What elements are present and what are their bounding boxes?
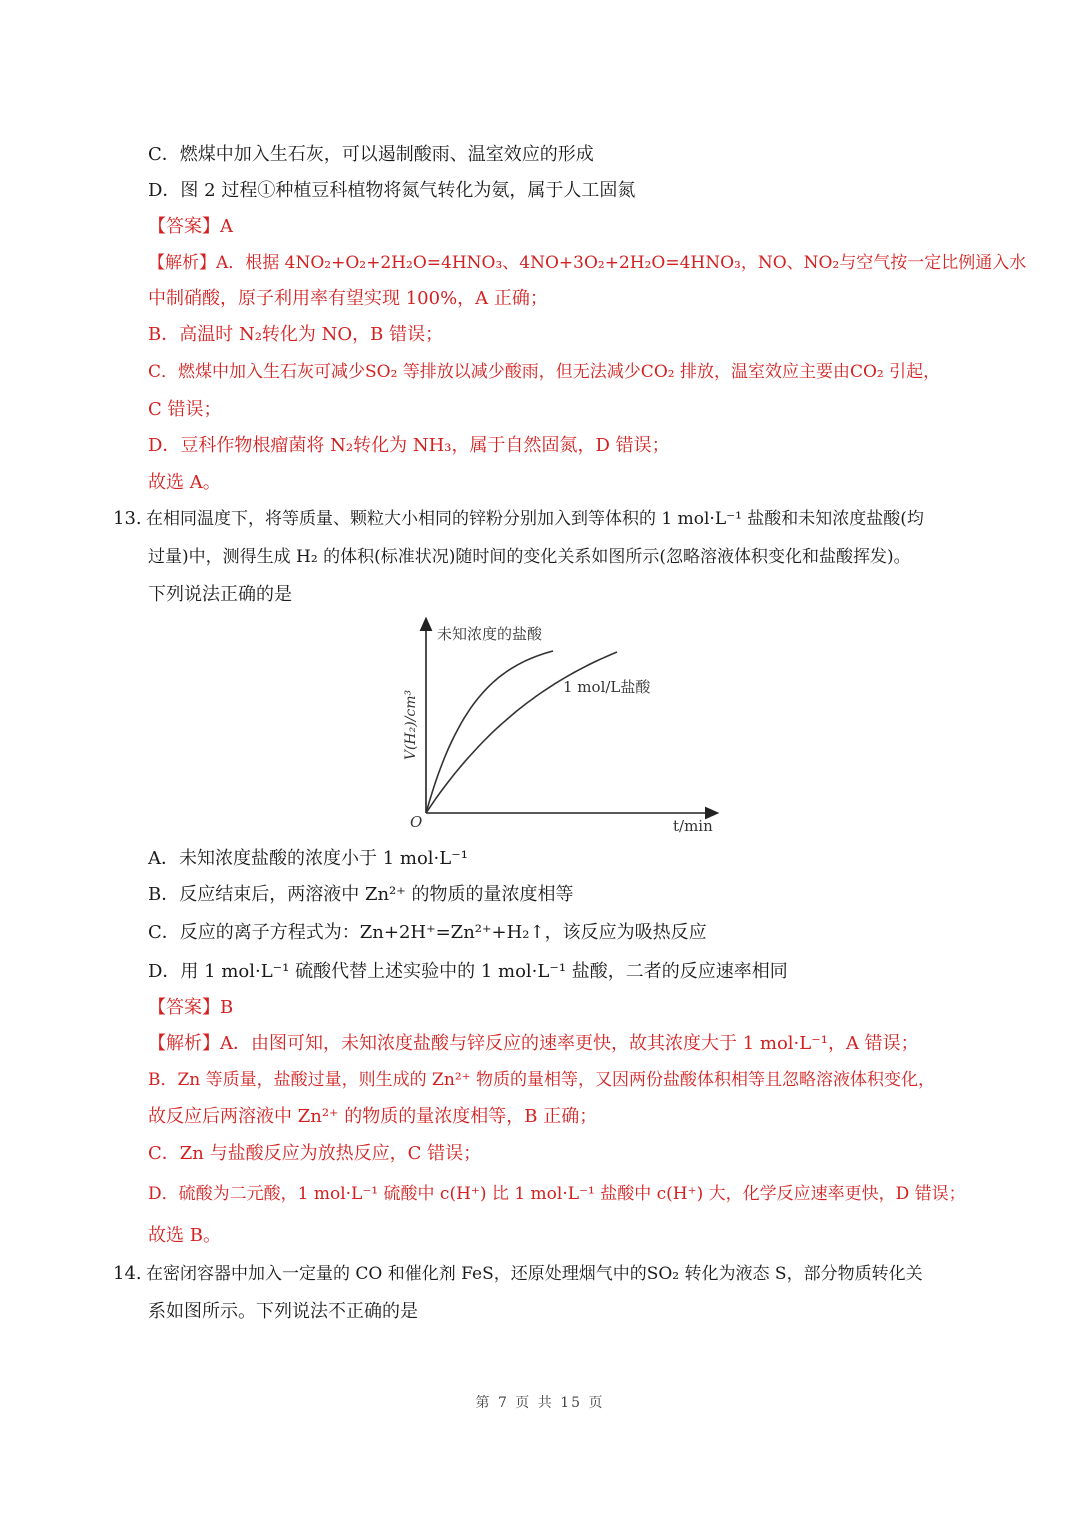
- q13-analysis-line: C．Zn 与盐酸反应为放热反应，C 错误；: [148, 1143, 482, 1164]
- q13-option-d: D．用 1 mol·L⁻¹ 硫酸代替上述实验中的 1 mol·L⁻¹ 盐酸，二者的反应速率相同: [148, 961, 788, 982]
- q12-analysis-line: 【解析】A．根据 4NO₂+O₂+2H₂O=4HNO₃、4NO+3O₂+2H₂O=4HNO₃，NO、NO₂与空气按一定比例通入水: [148, 253, 1027, 273]
- q13-option-b: B．反应结束后，两溶液中 Zn²⁺ 的物质的量浓度相等: [148, 884, 574, 905]
- q13-analysis-line: D．硫酸为二元酸，1 mol·L⁻¹ 硫酸中 c(H⁺) 比 1 mol·L⁻¹ 盐酸中 c(H⁺) 大，化学反应速率更快，D 错误；: [148, 1184, 966, 1204]
- y-axis-label: V(H₂)/cm³: [403, 689, 419, 761]
- q12-analysis-line: 中制硝酸，原子利用率有望实现 100%，A 正确；: [148, 288, 548, 309]
- q12-analysis-line: B．高温时 N₂转化为 NO，B 错误；: [148, 324, 444, 345]
- q13-analysis-line: B．Zn 等质量，盐酸过量，则生成的 Zn²⁺ 物质的量相等，又因两份盐酸体积相等且忽略溶液体积变化，: [148, 1070, 936, 1090]
- page-footer: 第 7 页 共 15 页: [475, 1395, 605, 1411]
- series-label-1mol: 1 mol/L盐酸: [563, 678, 651, 696]
- q13-stem-line: 在相同温度下，将等质量、颗粒大小相同的锌粉分别加入到等体积的 1 mol·L⁻¹ 盐酸和未知浓度盐酸(均: [146, 509, 924, 529]
- q13-answer: 【答案】B: [148, 997, 234, 1018]
- q13-analysis-line: 故选 B。: [148, 1225, 221, 1246]
- q13-analysis-line: 【解析】A．由图可知，未知浓度盐酸与锌反应的速率更快，故其浓度大于 1 mol·L⁻¹，A 错误；: [148, 1033, 919, 1054]
- q14-stem-line: 系如图所示。下列说法不正确的是: [148, 1301, 418, 1322]
- q13-stem-line: 过量)中，测得生成 H₂ 的体积(标准状况)随时间的变化关系如图所示(忽略溶液体积变化和盐酸挥发)。: [148, 547, 911, 567]
- q12-option-d: D．图 2 过程①种植豆科植物将氮气转化为氨，属于人工固氮: [148, 180, 636, 201]
- h2-volume-time-chart: [395, 615, 735, 840]
- q12-analysis-line: C 错误；: [148, 399, 222, 420]
- q13-number: 13.: [113, 508, 142, 529]
- series-unknown-concentration-curve: [426, 651, 553, 813]
- x-axis-label: t/min: [673, 817, 713, 835]
- series-1mol-curve: [426, 652, 617, 813]
- origin-label: O: [410, 813, 423, 831]
- q12-analysis-line: 故选 A。: [148, 472, 221, 493]
- q12-answer: 【答案】A: [148, 216, 233, 237]
- q14-stem-line: 在密闭容器中加入一定量的 CO 和催化剂 FeS，还原处理烟气中的SO₂ 转化为液态 S，部分物质转化关: [146, 1264, 923, 1284]
- q13-option-c: C．反应的离子方程式为：Zn+2H⁺=Zn²⁺+H₂↑，该反应为吸热反应: [148, 922, 707, 943]
- q14-number: 14.: [113, 1263, 142, 1284]
- q12-analysis-line: C．燃煤中加入生石灰可减少SO₂ 等排放以减少酸雨，但无法减少CO₂ 排放，温室效应主要由CO₂ 引起，: [148, 362, 941, 382]
- q13-stem-line: 下列说法正确的是: [148, 584, 292, 605]
- q12-analysis-line: D．豆科作物根瘤菌将 N₂转化为 NH₃，属于自然固氮，D 错误；: [148, 435, 670, 456]
- q13-analysis-line: 故反应后两溶液中 Zn²⁺ 的物质的量浓度相等，B 正确；: [148, 1106, 598, 1127]
- series-label-unknown: 未知浓度的盐酸: [437, 625, 543, 643]
- q13-option-a: A．未知浓度盐酸的浓度小于 1 mol·L⁻¹: [148, 848, 468, 869]
- q12-option-c: C．燃煤中加入生石灰，可以遏制酸雨、温室效应的形成: [148, 144, 594, 165]
